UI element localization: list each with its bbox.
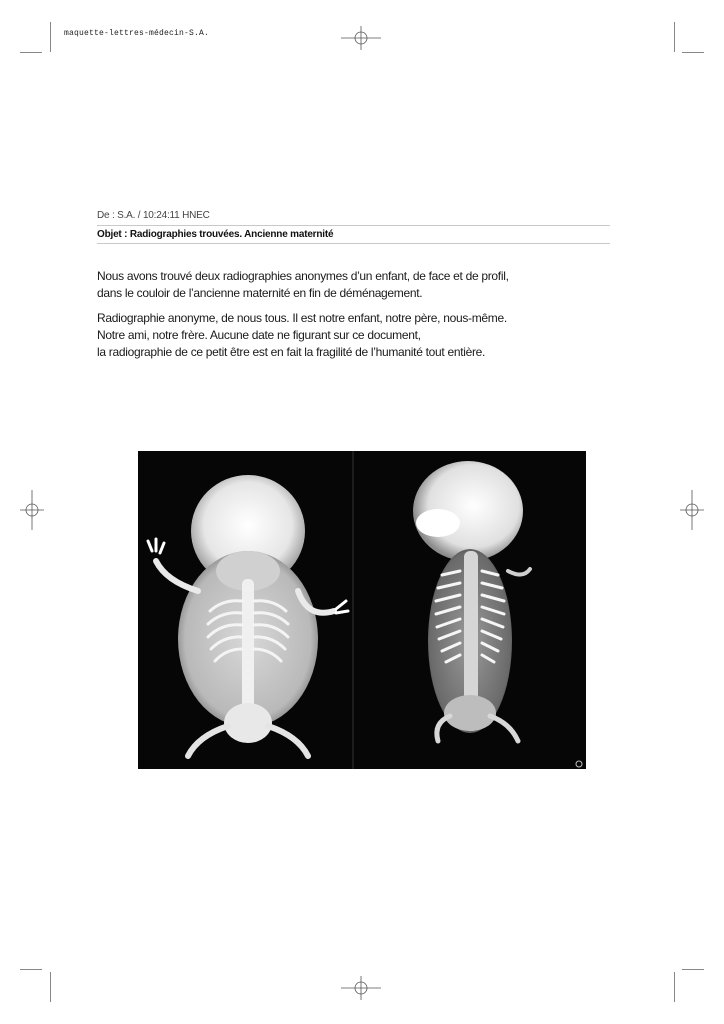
registration-mark-top-icon [341,26,381,50]
paragraph-2-line-3: la radiographie de ce petit être est en fait la fragilité de l’humanité tout entière. [97,345,486,359]
paragraph-2 [97,310,617,361]
crop-mark-bottom-right-vertical [674,972,675,1002]
crop-mark-top-right-vertical [674,22,675,52]
crop-mark-bottom-left-horizontal [20,969,42,970]
paragraph-1-line-2: dans le couloir de l’ancienne maternité en fin de déménagement. [97,286,423,300]
xray-photograph [138,451,586,769]
crop-mark-top-left-vertical [50,22,51,52]
letter-header [97,209,610,244]
from-line: De : S.A. / 10:24:11 HNEC [97,209,610,226]
paragraph-2-line-2: Notre ami, notre frère. Aucune date ne figurant sur ce document, [97,328,421,342]
registration-mark-right-icon [680,490,704,530]
subject-line: Objet : Radiographies trouvées. Ancienne maternité [97,226,610,244]
crop-mark-top-left-horizontal [20,52,42,53]
registration-mark-bottom-icon [341,976,381,1000]
paragraph-1 [97,268,617,302]
crop-mark-top-right-horizontal [682,52,704,53]
crop-mark-bottom-left-vertical [50,972,51,1002]
letter-body [97,268,617,369]
paragraph-2-line-1: Radiographie anonyme, de nous tous. Il est notre enfant, notre père, nous-même. [97,311,507,325]
print-slug: maquette-lettres-médecin-S.A. [64,29,210,38]
paragraph-1-line-1: Nous avons trouvé deux radiographies anonymes d’un enfant, de face et de profil, [97,269,509,283]
crop-mark-bottom-right-horizontal [682,969,704,970]
registration-mark-left-icon [20,490,44,530]
